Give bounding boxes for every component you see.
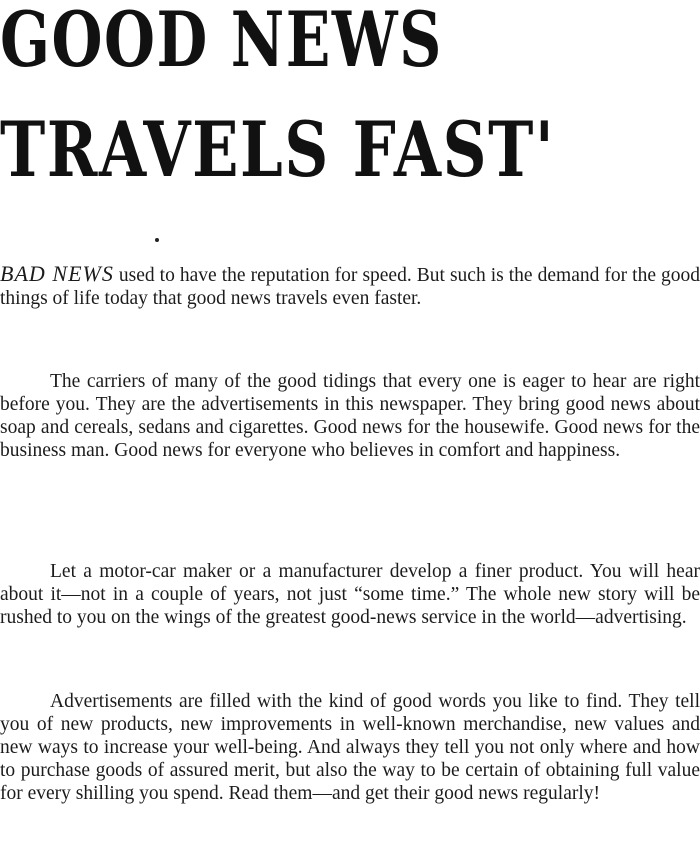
paragraph-2 — [0, 370, 700, 462]
paragraph-4 — [0, 690, 700, 805]
headline-line-1: GOOD NEWS — [0, 0, 443, 84]
print-speck — [155, 238, 159, 242]
paragraph-1-lead: BAD NEWS — [0, 261, 114, 286]
paragraph-2-text: The carriers of many of the good tidings that every one is eager to hear are right before you. They are the advertisements in this newspaper. They bring good news about soap and cereals, sedans and cigarettes. Good news for the housewife. Good news for the business man. Good news for everyone who believes in comfort and happiness. — [0, 371, 700, 461]
paragraph-1 — [0, 262, 700, 310]
headline-line-2: TRAVELS FAST' — [0, 105, 556, 194]
paragraph-4-text: Advertisements are filled with the kind of good words you like to find. They tell you of new products, new improvements in well-known merchandise, new values and new ways to increase your well-being. And always they tell you not only where and how to purchase goods of assured merit, but also the way to be certain of obtaining full value for every shilling you spend. Read them—and get their good news regularly! — [0, 691, 700, 804]
paragraph-3 — [0, 560, 700, 629]
paragraph-3-text: Let a motor-car maker or a manufacturer develop a finer product. You will hear about it—not in a couple of years, not just “some time.” The whole new story will be rushed to you on the wings of the greatest good-news service in the world—advertising. — [0, 561, 700, 628]
paragraph-1-text: used to have the reputation for speed. But such is the demand for the good things of life today that good news travels even faster. — [0, 265, 700, 309]
